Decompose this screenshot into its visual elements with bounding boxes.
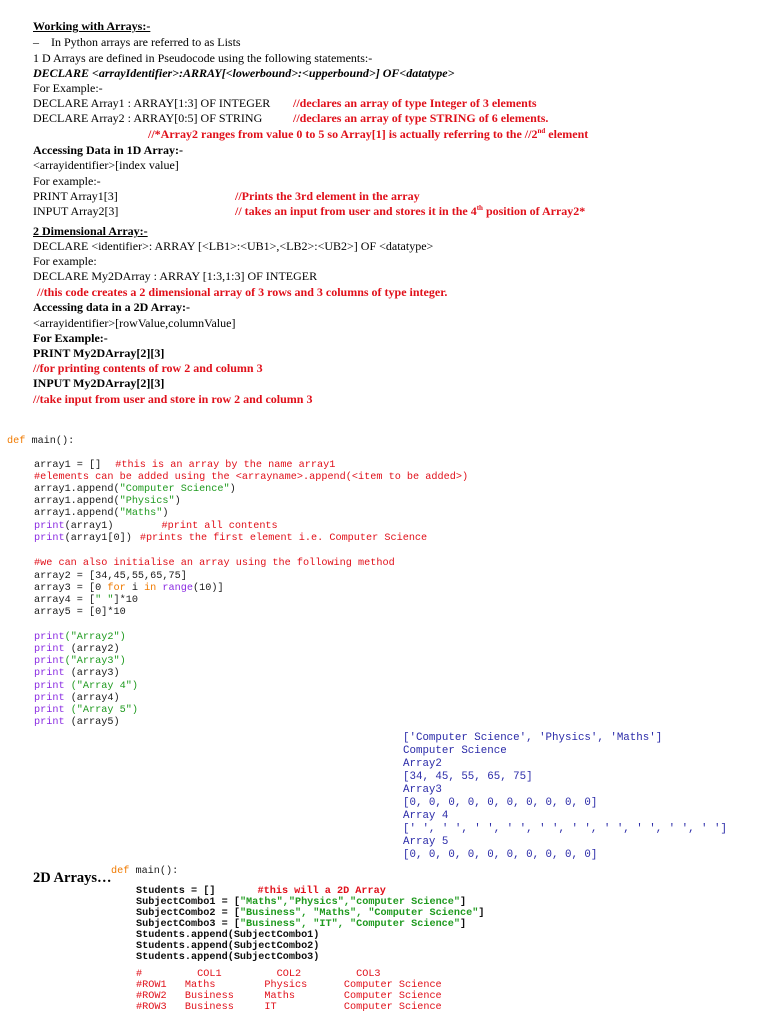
input2d-comment: //take input from user and store in row 2 and column 3 xyxy=(33,392,313,406)
code-string: "Computer Science" xyxy=(119,484,230,495)
input-comment xyxy=(235,205,585,217)
code-print: print xyxy=(34,668,65,679)
code-text: (10)] xyxy=(192,583,224,594)
code-comment: #this will a 2D Array xyxy=(257,886,386,897)
for-example2-label: For example:- xyxy=(33,174,101,188)
bullet-text: In Python arrays are referred to as Lists xyxy=(51,35,241,49)
print2d-code: PRINT My2DArray[2][3] xyxy=(33,346,165,360)
code-print: print xyxy=(34,521,65,532)
code-print: print xyxy=(34,705,65,716)
code1-line xyxy=(34,509,169,519)
output-line: Array 4 xyxy=(403,810,449,822)
code-print: print xyxy=(34,632,65,643)
bullet-dash: – xyxy=(33,35,39,49)
code-text: (array4) xyxy=(64,693,120,704)
code-comment: #print all contents xyxy=(161,521,278,532)
def-signature: main(): xyxy=(129,866,179,877)
code2-line: Students.append(SubjectCombo2) xyxy=(136,941,320,952)
code2-line: Students.append(SubjectCombo3) xyxy=(136,952,320,963)
code-text: ) xyxy=(174,496,181,507)
input-code: INPUT Array2[3] xyxy=(33,204,119,218)
decl2-code: DECLARE Array2 : ARRAY[0:5] OF STRING xyxy=(33,111,263,125)
code-text: (array1[0]) xyxy=(64,533,132,544)
code1-def-line xyxy=(7,437,74,447)
output-line: Array 5 xyxy=(403,836,449,848)
output-line: [' ', ' ', ' ', ' ', ' ', ' ', ' ', ' ', ' ', ' '] xyxy=(403,823,727,835)
code-text: Students = [] xyxy=(136,886,216,897)
code1-line xyxy=(34,706,138,716)
code-print: print xyxy=(34,681,65,692)
def-keyword: def xyxy=(7,436,26,447)
code-string: ("Array 4") xyxy=(64,681,138,692)
decl2-note-text: //*Array2 ranges from value 0 to 5 so Array[1] is actually referring to the //2 xyxy=(148,127,538,141)
code2-line xyxy=(136,909,485,919)
code-comment: #prints the first element i.e. Computer Science xyxy=(139,533,428,544)
for-example4-label: For Example:- xyxy=(33,331,108,345)
twod-label: 2D Arrays… xyxy=(33,870,112,886)
code1-line xyxy=(34,461,335,471)
code-text: ] xyxy=(460,919,467,930)
code2-line xyxy=(136,898,466,908)
for-example3-label: For example: xyxy=(33,254,97,268)
output-line: [34, 45, 55, 65, 75] xyxy=(403,771,533,783)
print2d-comment: //for printing contents of row 2 and column 3 xyxy=(33,361,263,375)
intro-text: 1 D Arrays are defined in Pseudocode using the following statements:- xyxy=(33,51,373,65)
code1-line xyxy=(34,522,278,532)
code-string: "Maths" xyxy=(119,508,163,519)
access2d-syntax: <arrayidentifier>[rowValue,columnValue] xyxy=(33,316,236,330)
code-text: (array1) xyxy=(64,521,114,532)
twod-syntax: DECLARE <identifier>: ARRAY [<LB1>:<UB1>,<LB2>:<UB2>] OF <datatype> xyxy=(33,239,434,253)
input2d-code: INPUT My2DArray[2][3] xyxy=(33,376,165,390)
code1-line xyxy=(34,645,120,655)
decl1-comment: //declares an array of type Integer of 3 elements xyxy=(293,96,537,110)
input-comment-text: // takes an input from user and stores it in the 4 xyxy=(235,204,477,218)
code-string: ("Array 5") xyxy=(64,705,138,716)
code-builtin: range xyxy=(156,583,193,594)
decl2-note-tail: element xyxy=(545,127,589,141)
code-print: print xyxy=(34,656,65,667)
code-print: print xyxy=(34,717,65,728)
code-string: "Physics" xyxy=(119,496,175,507)
output-line: [0, 0, 0, 0, 0, 0, 0, 0, 0, 0] xyxy=(403,797,598,809)
access1d-syntax: <arrayidentifier>[index value] xyxy=(33,158,179,172)
code1-line xyxy=(34,669,120,679)
code-text: array1.append( xyxy=(34,484,120,495)
code1-line: array2 = [34,45,55,65,75] xyxy=(34,571,187,582)
twod-comment: //this code creates a 2 dimensional array of 3 rows and 3 columns of type integer. xyxy=(37,285,448,299)
code1-line: #elements can be added using the <arrayname>.append(<item to be added>) xyxy=(34,472,469,483)
code-text: array1.append( xyxy=(34,508,120,519)
twod-heading: 2 Dimensional Array:- xyxy=(33,224,148,238)
code-text: (array2) xyxy=(64,644,120,655)
code-comment: #this is an array by the name array1 xyxy=(115,460,336,471)
code-text: ]*10 xyxy=(113,595,138,606)
code2-line xyxy=(136,887,386,897)
input-comment-tail: position of Array2* xyxy=(482,204,586,218)
bullet-line xyxy=(33,36,241,48)
code1-line xyxy=(34,584,224,594)
code-keyword: in xyxy=(144,583,157,594)
code1-line xyxy=(34,497,181,507)
code-text: (array3) xyxy=(64,668,120,679)
output-line: [0, 0, 0, 0, 0, 0, 0, 0, 0, 0] xyxy=(403,849,598,861)
table-comment-row: #ROW2 Business Maths Computer Science xyxy=(136,991,442,1002)
output-line: Array2 xyxy=(403,758,442,770)
code-text: array3 = [0 xyxy=(34,583,108,594)
code1-line xyxy=(34,682,138,692)
decl2-note xyxy=(148,128,588,140)
code-string: ("Array3") xyxy=(64,656,126,667)
code-string: "Business", "Maths", "Computer Science" xyxy=(239,908,479,919)
code1-line xyxy=(34,596,138,606)
access2d-heading: Accessing data in a 2D Array:- xyxy=(33,300,190,314)
code-text: i xyxy=(125,583,145,594)
code1-line xyxy=(34,534,427,544)
code-text: SubjectCombo2 = [ xyxy=(136,908,240,919)
code-print: print xyxy=(34,644,65,655)
code-string: "Business", "IT", "Computer Science" xyxy=(239,919,461,930)
code1-line: #we can also initialise an array using the following method xyxy=(34,558,395,569)
access1d-heading: Accessing Data in 1D Array:- xyxy=(33,143,183,157)
code-text: array4 = [ xyxy=(34,595,96,606)
code-text: ) xyxy=(162,508,169,519)
code-text: SubjectCombo1 = [ xyxy=(136,897,240,908)
code-string: "Maths","Physics","computer Science" xyxy=(239,897,461,908)
code2-line xyxy=(136,920,466,930)
code2-def-line xyxy=(111,867,178,877)
output-line: Computer Science xyxy=(403,745,507,757)
table-comment-row: #ROW1 Maths Physics Computer Science xyxy=(136,980,442,991)
code-text: ] xyxy=(460,897,467,908)
decl2-comment: //declares an array of type STRING of 6 elements. xyxy=(293,111,549,125)
print-code: PRINT Array1[3] xyxy=(33,189,118,203)
code1-line xyxy=(34,657,126,667)
code-text: array1 = [] xyxy=(34,460,102,471)
decl2-note-sup: nd xyxy=(537,127,546,135)
def-signature: main(): xyxy=(25,436,75,447)
code2-line: Students.append(SubjectCombo1) xyxy=(136,930,320,941)
input-comment-sup: th xyxy=(476,204,483,212)
code-keyword: for xyxy=(107,583,126,594)
code1-line xyxy=(34,485,236,495)
declare-syntax: DECLARE <arrayIdentifier>:ARRAY[<lowerbound>:<upperbound>] OF<datatype> xyxy=(33,66,455,80)
for-example-label: For Example:- xyxy=(33,81,103,95)
decl1-code: DECLARE Array1 : ARRAY[1:3] OF INTEGER xyxy=(33,96,271,110)
code-text: ) xyxy=(229,484,236,495)
code-string: ("Array2") xyxy=(64,632,126,643)
code-print: print xyxy=(34,533,65,544)
code-text: array1.append( xyxy=(34,496,120,507)
code1-line xyxy=(34,718,120,728)
output-line: Array3 xyxy=(403,784,442,796)
code1-line: array5 = [0]*10 xyxy=(34,607,126,618)
code-text: (array5) xyxy=(64,717,120,728)
print-comment: //Prints the 3rd element in the array xyxy=(235,189,420,203)
table-comment-row: # COL1 COL2 COL3 xyxy=(136,969,381,980)
code-print: print xyxy=(34,693,65,704)
output-line: ['Computer Science', 'Physics', 'Maths'] xyxy=(403,732,663,744)
code-text: SubjectCombo3 = [ xyxy=(136,919,240,930)
code-string: " " xyxy=(95,595,114,606)
code1-line xyxy=(34,694,120,704)
code1-line xyxy=(34,633,126,643)
code-text: ] xyxy=(478,908,485,919)
table-comment-row: #ROW3 Business IT Computer Science xyxy=(136,1002,442,1013)
heading-working-with-arrays: Working with Arrays:- xyxy=(33,19,151,33)
twod-decl: DECLARE My2DArray : ARRAY [1:3,1:3] OF INTEGER xyxy=(33,269,318,283)
def-keyword: def xyxy=(111,866,130,877)
